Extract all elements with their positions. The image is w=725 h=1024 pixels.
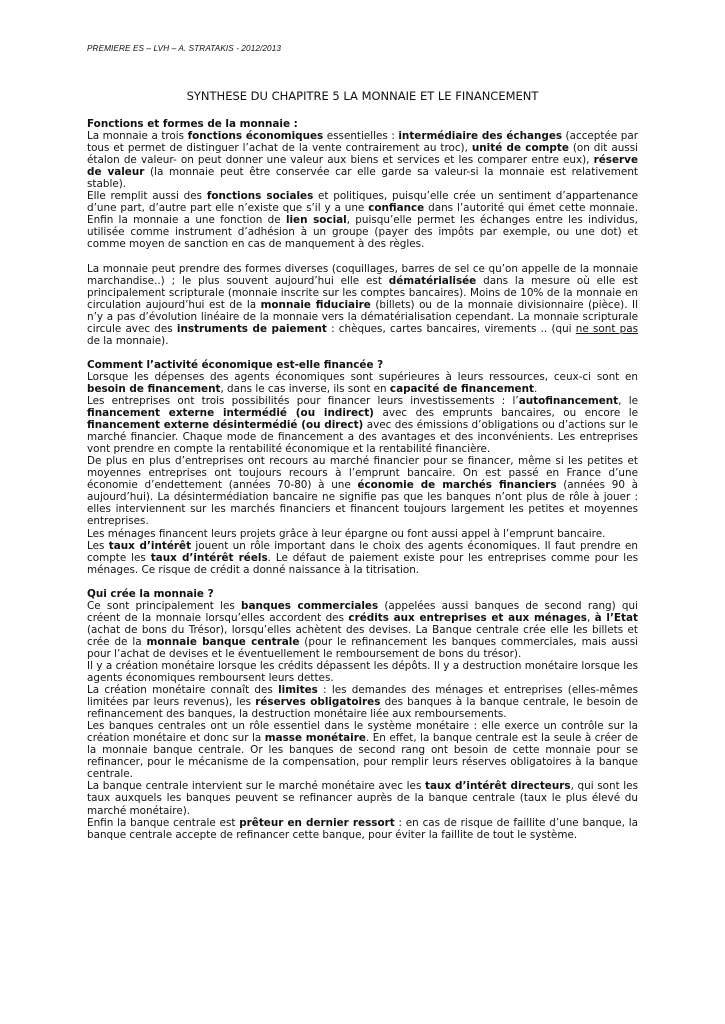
bold-term: à l’Etat bbox=[594, 611, 638, 624]
text-run: Il y a création monétaire lorsque les crédits dépassent les dépôts. Il y a destruction monétaire lorsque les agents économiques remboursent leurs dettes. bbox=[87, 659, 638, 685]
text-run: Elle remplit aussi des bbox=[87, 190, 207, 203]
text-run: : les demandes des ménages et entreprises (elles-mêmes limitées par leurs revenus), les bbox=[87, 684, 638, 709]
body-paragraph bbox=[87, 817, 638, 841]
bold-term: dématérialisée bbox=[388, 274, 477, 287]
bold-term: réserves obligatoires bbox=[255, 696, 381, 709]
section-heading: Fonctions et formes de la monnaie : bbox=[87, 118, 298, 130]
body-paragraph bbox=[87, 263, 638, 347]
text-run: des banques à la banque centrale, le besoin de refinancement des banques, la destruction monétaire liée aux remboursements. bbox=[87, 696, 638, 721]
text-run: Les banques centrales ont un rôle essentiel dans le système monétaire : elle exerce un contrôle sur la création monétaire et donc sur la bbox=[87, 720, 638, 745]
text-run: dans l’autorité qui émet cette monnaie. Enfin la monnaie a une fonction de bbox=[87, 202, 639, 227]
text-run: (pour le refinancement les banques commerciales, mais aussi pour l’achat de devises et le éventuellement le remboursement de bons du trésor). bbox=[87, 635, 638, 660]
section-spacer bbox=[87, 347, 638, 359]
bold-term: masse monétaire bbox=[264, 732, 366, 745]
text-run: (billets) ou de la monnaie divisionnaire (pièce). Il n’y a pas d’évolution linéaire de la monnaie vers la dématérialisation cependant. La monnaie scripturale circule avec des bbox=[87, 298, 638, 335]
bold-term: taux d’intérêt directeurs bbox=[425, 780, 571, 793]
body-paragraph bbox=[87, 780, 638, 816]
text-run: Les entreprises ont trois possibilités pour financer leurs investissements : l’ bbox=[87, 394, 519, 407]
text-run: , puisqu’elle permet les échanges entre les individus, utilisée comme instrument d’adhésion à un groupe (payer des impôts par exemple, ou une dot) et comme moyen de sanction en cas de manquement à des règles. bbox=[87, 214, 638, 251]
bold-term: taux d’intérêt réels bbox=[150, 551, 268, 564]
text-run: . bbox=[533, 382, 538, 395]
text-run: (on dit aussi étalon de valeur- on peut donner une valeur aux biens et services et les comparer entre eux), bbox=[87, 142, 638, 167]
bold-term: intermédiaire des échanges bbox=[398, 130, 563, 143]
text-run: avec des emprunts bancaires, ou encore le bbox=[373, 407, 639, 420]
body-paragraph bbox=[87, 720, 638, 780]
bold-term: crédits aux entreprises et aux ménages bbox=[348, 611, 587, 624]
section-spacer bbox=[87, 576, 638, 588]
bold-term: limites bbox=[278, 684, 318, 697]
bold-term: capacité de financement bbox=[389, 382, 534, 395]
text-run: , qui sont les taux auxquels les banques peuvent se refinancer auprès de la banque centrale (taux le plus élevé du marché monétaire). bbox=[87, 780, 638, 817]
text-run: et politiques, puisqu’elle crée un sentiment d’appartenance d’une part, d’autre part elle n’existe que s’il y a une bbox=[87, 190, 638, 215]
bold-term: instruments de paiement bbox=[176, 322, 327, 335]
underlined-text: ne sont pas bbox=[575, 322, 639, 335]
text-run: Enfin la banque centrale est bbox=[87, 816, 240, 829]
bold-term: unité de compte bbox=[471, 142, 569, 155]
body-paragraph bbox=[87, 600, 638, 660]
bold-term: financement externe intermédié (ou indirect) bbox=[87, 407, 374, 420]
page-header: PREMIERE ES – LVH – A. STRATAKIS - 2012/2013 bbox=[87, 44, 282, 53]
text-run: (appelées aussi banques de second rang) qui créent de la monnaie lorsqu’elles accordent des bbox=[87, 599, 638, 624]
bold-term: monnaie banque centrale bbox=[146, 635, 300, 648]
text-run: , le bbox=[618, 394, 638, 407]
bold-term: confiance bbox=[368, 202, 425, 215]
bold-term: lien social bbox=[285, 214, 347, 227]
text-run: (années 90 à aujourd’hui). La désintermédiation bancaire ne signifie pas que les banques n’ont plus de rôle à jouer : elles interviennent sur les marchés financiers et financent toujours largement les petites et moyennes entreprises. bbox=[87, 479, 638, 528]
bold-term: prêteur en dernier ressort bbox=[239, 816, 395, 829]
text-run: jouent un rôle important dans le choix des agents économiques. Il faut prendre en compte les bbox=[87, 539, 638, 564]
text-run: (acceptée par tous et permet de distinguer l’achat de la vente contrairement au troc), bbox=[87, 130, 638, 155]
bold-term: financement externe désintermédié (ou direct) bbox=[87, 419, 364, 432]
text-run: Ce sont principalement les bbox=[87, 599, 242, 612]
bold-term: taux d’intérêt bbox=[108, 539, 192, 552]
text-run: essentielles : bbox=[323, 130, 399, 143]
text-run: dans la mesure où elle est principalement scripturale (monnaie inscrite sur les comptes bancaires). Moins de 10% de la monnaie en circulation aujourd’hui est de la bbox=[87, 274, 638, 311]
text-run: (achat de bons du Trésor), lorsqu’elles achètent des devises. La Banque centrale crée elle les billets et crée de la bbox=[87, 623, 638, 648]
text-run: La banque centrale intervient sur le marché monétaire avec les bbox=[87, 780, 426, 793]
text-run: Les bbox=[87, 539, 109, 552]
text-run: , dans le cas inverse, ils sont en bbox=[220, 382, 390, 395]
bold-term: autofinancement bbox=[518, 394, 619, 407]
body-paragraph bbox=[87, 130, 638, 190]
text-run: Les ménages financent leurs projets grâce à leur épargne ou font aussi appel à l’emprunt bancaire. bbox=[87, 527, 606, 540]
body-paragraph bbox=[87, 455, 638, 527]
body-paragraph bbox=[87, 371, 638, 395]
text-run: Lorsque les dépenses des agents économiques sont supérieures à leurs ressources, ceux-ci sont en bbox=[87, 370, 638, 383]
bold-term: banques commerciales bbox=[241, 599, 379, 612]
section-heading: Comment l’activité économique est-elle financée ? bbox=[87, 358, 384, 371]
body-paragraph bbox=[87, 190, 638, 250]
text-run: La monnaie a trois bbox=[87, 130, 188, 143]
text-run: : en cas de risque de faillite d’une banque, la banque centrale accepte de refinancer cette banque, pour éviter la faillite de tout le système. bbox=[87, 816, 638, 841]
text-run: de la monnaie). bbox=[87, 334, 169, 347]
bold-term: réserve de valeur bbox=[87, 154, 638, 179]
body-paragraph bbox=[87, 660, 638, 684]
body-paragraph bbox=[87, 540, 638, 576]
document-body bbox=[87, 118, 638, 841]
text-run: . En effet, la banque centrale est la seule à créer de la monnaie banque centrale. Or les banques de second rang ont besoin de cette monnaie pour se refinancer, pour le mécanisme de la compensation, pour remplir leurs réserves obligatoires à la banque centrale. bbox=[87, 732, 638, 781]
text-run: La création monétaire connaît des bbox=[87, 684, 279, 697]
text-run: De plus en plus d’entreprises ont recours au marché financier pour se financer, même si les petites et moyennes entreprises ont toujours recours à l’emprunt bancaire. On est passé en France d’une économie d’endettement (années 70-80) à une bbox=[87, 455, 638, 492]
text-run: avec des émissions d’obligations ou d’actions sur le marché financier. Chaque mode de financement a des avantages et des inconvénients. Les entreprises vont prendre en compte la rentabilité économique et la rentabilité financière. bbox=[87, 419, 638, 456]
bold-term: besoin de financement bbox=[87, 382, 221, 395]
bold-term: fonctions économiques bbox=[187, 130, 324, 143]
text-run: (la monnaie peut être conservée car elle garde sa valeur-si la monnaie est relativement stable). bbox=[87, 166, 638, 191]
bold-term: fonctions sociales bbox=[206, 190, 314, 203]
bold-term: monnaie fiduciaire bbox=[260, 298, 371, 311]
bold-term: économie de marchés financiers bbox=[357, 479, 557, 492]
text-run: La monnaie peut prendre des formes diverses (coquillages, barres de sel ce qu’on appelle de la monnaie marchandise..) ; le plus souvent aujourd’hui elle est bbox=[87, 262, 638, 287]
paragraph-spacer bbox=[87, 251, 638, 263]
text-run: , bbox=[586, 611, 595, 624]
document-title: SYNTHESE DU CHAPITRE 5 LA MONNAIE ET LE FINANCEMENT bbox=[186, 89, 539, 103]
body-paragraph bbox=[87, 395, 638, 455]
body-paragraph bbox=[87, 528, 638, 540]
text-run: : chèques, cartes bancaires, virements .. (qui bbox=[326, 322, 576, 335]
body-paragraph bbox=[87, 684, 638, 720]
text-run: . Le défaut de paiement existe pour les entreprises comme pour les ménages. Ce risque de crédit a donné naissance à la titrisation. bbox=[87, 551, 639, 576]
section-heading: Qui crée la monnaie ? bbox=[87, 587, 214, 600]
